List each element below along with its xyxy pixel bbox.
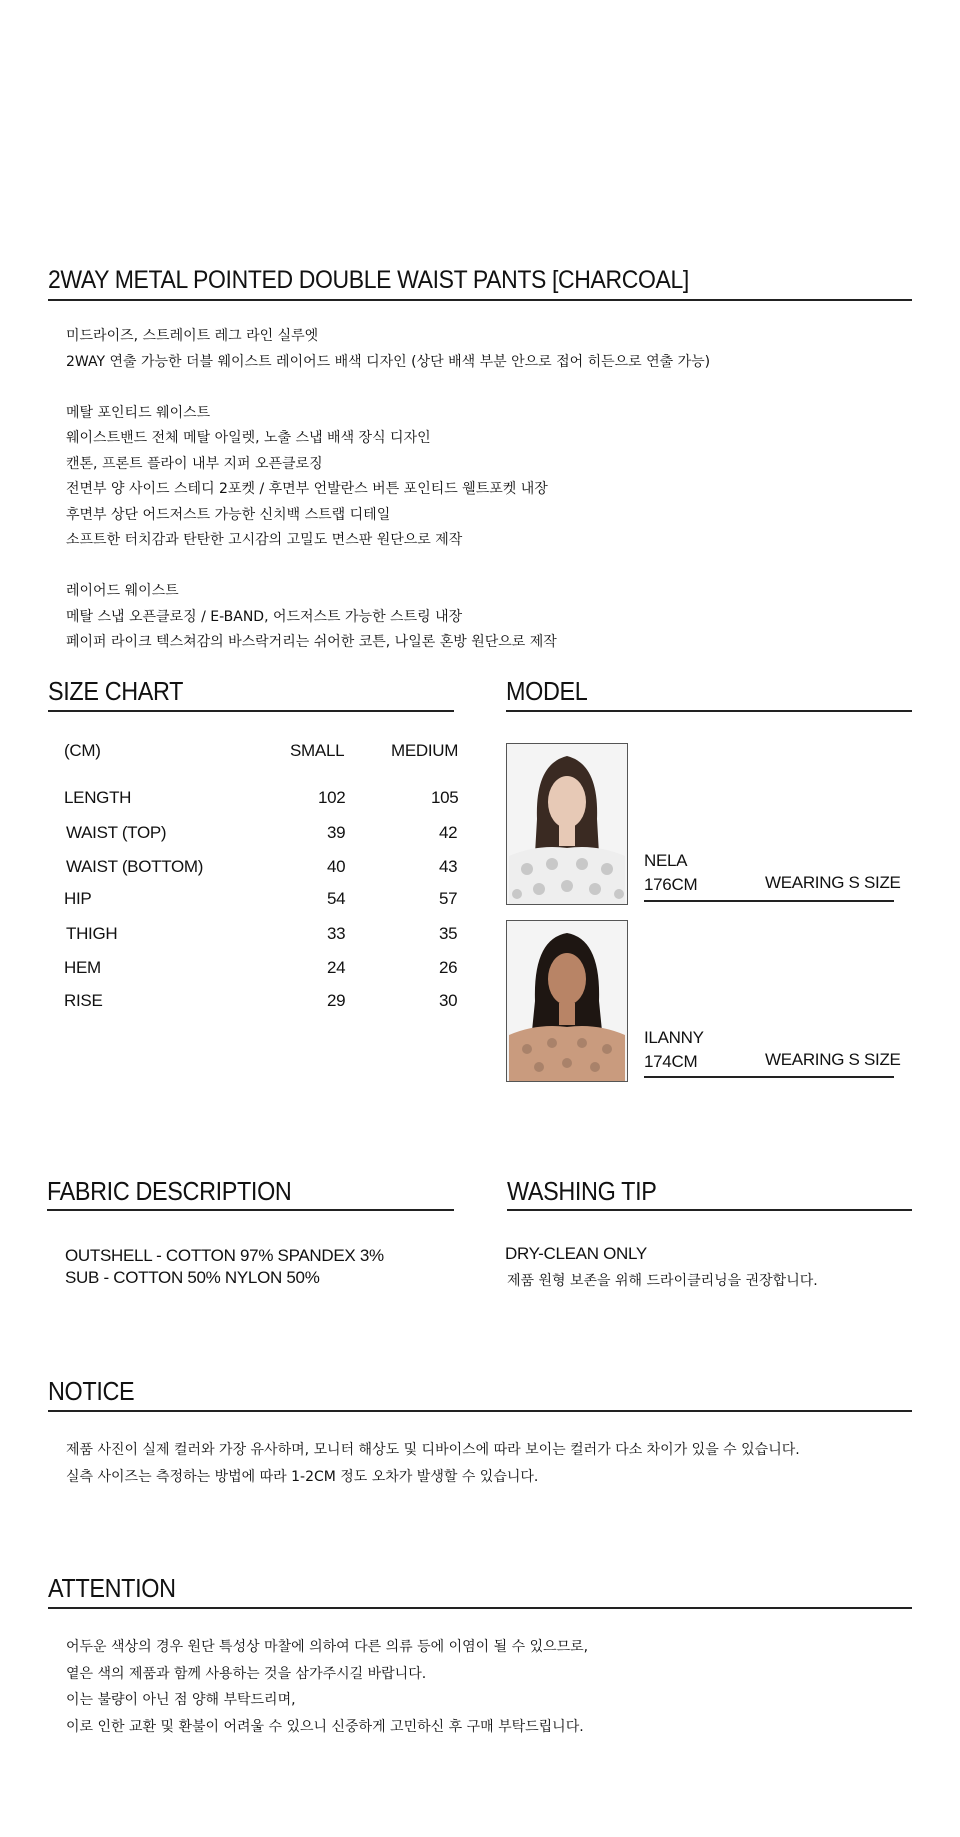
size-row: [64, 889, 474, 913]
attention-line: 이로 인한 교환 및 환불이 어려울 수 있으니 신중하게 고민하신 후 구매 부탁드립니다.: [66, 1718, 584, 1735]
size-row-small: 39: [327, 823, 346, 842]
attention-title: ATTENTION: [48, 1573, 176, 1603]
size-row-small: 24: [327, 958, 346, 977]
size-row: [64, 788, 474, 812]
size-row-small: 29: [327, 991, 346, 1010]
size-chart-header: [64, 741, 474, 765]
notice-line: 제품 사진이 실제 컬러와 가장 유사하며, 모니터 해상도 및 디바이스에 따라 보이는 컬러가 다소 차이가 있을 수 있습니다.: [66, 1442, 800, 1458]
size-chart-divider: [48, 710, 454, 712]
washing-divider: [507, 1209, 912, 1211]
description-line: 웨이스트밴드 전체 메탈 아일렛, 노출 스냅 배색 장식 디자인: [66, 430, 431, 446]
model-height: 174CM: [644, 1052, 698, 1071]
size-row-label: HIP: [64, 889, 92, 908]
unit-label: (CM): [64, 741, 101, 760]
size-chart-title: SIZE CHART: [48, 676, 184, 706]
fabric-divider: [47, 1209, 454, 1211]
model-divider: [506, 710, 912, 712]
size-row: [64, 823, 474, 847]
model-underline: [644, 900, 894, 902]
size-row-medium: 57: [439, 889, 458, 908]
size-row-medium: 35: [439, 924, 458, 943]
model-wearing-size: WEARING S SIZE: [765, 873, 901, 892]
notice-divider: [48, 1410, 912, 1412]
column-medium: MEDIUM: [391, 741, 459, 760]
model-height: 176CM: [644, 875, 698, 894]
model-portrait-icon: [507, 744, 627, 904]
size-row: [64, 857, 474, 881]
attention-divider: [48, 1607, 912, 1609]
size-row-small: 54: [327, 889, 346, 908]
size-row-label: WAIST (TOP): [66, 823, 167, 842]
title-divider: [48, 299, 912, 301]
size-row: [64, 924, 474, 948]
size-row-label: THIGH: [66, 924, 118, 943]
size-row-label: LENGTH: [64, 788, 132, 807]
description-line: 전면부 양 사이드 스테디 2포켓 / 후면부 언발란스 버튼 포인티드 웰트포켓 내장: [66, 481, 548, 497]
attention-line: 어두운 색상의 경우 원단 특성상 마찰에 의하여 다른 의류 등에 이염이 될 수 있으므로,: [66, 1639, 589, 1655]
size-row: [64, 958, 474, 982]
model-wearing-size: WEARING S SIZE: [765, 1050, 901, 1069]
washing-title: WASHING TIP: [507, 1176, 657, 1206]
description-line: 레이어드 웨이스트: [66, 583, 179, 599]
description-line: 메탈 스냅 오픈클로징 / E-BAND, 어드저스트 가능한 스트링 내장: [66, 608, 463, 625]
size-row-medium: 43: [439, 857, 458, 876]
washing-line-2: 제품 원형 보존을 위해 드라이클리닝을 권장합니다.: [507, 1273, 818, 1289]
fabric-composition: [65, 1245, 384, 1289]
description-line: 2WAY 연출 가능한 더블 웨이스트 레이어드 배색 디자인 (상단 배색 부분 안으로 접어 히든으로 연출 가능): [66, 353, 711, 370]
notice-text: [66, 1437, 800, 1491]
description-line: 캔톤, 프론트 플라이 내부 지퍼 오픈클로징: [66, 455, 323, 472]
attention-line: 옅은 색의 제품과 함께 사용하는 것을 삼가주시길 바랍니다.: [66, 1665, 427, 1682]
size-row-small: 102: [318, 788, 346, 807]
attention-text: [66, 1634, 588, 1740]
model-name: ILANNY: [644, 1028, 704, 1047]
description-line: 메탈 포인티드 웨이스트: [66, 404, 211, 421]
notice-title: NOTICE: [48, 1376, 135, 1406]
size-row: [64, 991, 474, 1015]
model-title: MODEL: [506, 676, 588, 706]
size-row-medium: 30: [439, 991, 458, 1010]
notice-line: 실측 사이즈는 측정하는 방법에 따라 1-2CM 정도 오차가 발생할 수 있습니다.: [66, 1469, 539, 1485]
fabric-line: OUTSHELL - COTTON 97% SPANDEX 3%: [65, 1246, 384, 1265]
product-title: 2WAY METAL POINTED DOUBLE WAIST PANTS [CHARCOAL]: [48, 266, 689, 294]
size-chart-table: [64, 741, 474, 1021]
size-row-medium: 105: [431, 788, 459, 807]
model-photo: [506, 743, 628, 905]
column-small: SMALL: [290, 741, 345, 760]
size-row-medium: 42: [439, 823, 458, 842]
size-row-label: WAIST (BOTTOM): [66, 857, 204, 876]
model-underline: [644, 1076, 894, 1078]
size-row-medium: 26: [439, 958, 458, 977]
description-line: 미드라이즈, 스트레이트 레그 라인 실루엣: [66, 328, 319, 344]
size-row-small: 40: [327, 857, 346, 876]
model-name: NELA: [644, 851, 688, 870]
size-row-label: RISE: [64, 991, 103, 1010]
description-line: 소프트한 터치감과 탄탄한 고시감의 고밀도 면스판 원단으로 제작: [66, 532, 463, 548]
washing-line-1: DRY-CLEAN ONLY: [505, 1244, 647, 1263]
fabric-line: SUB - COTTON 50% NYLON 50%: [65, 1268, 320, 1287]
product-description: [66, 324, 710, 656]
description-line: 후면부 상단 어드저스트 가능한 신치백 스트랩 디테일: [66, 506, 391, 523]
fabric-title: FABRIC DESCRIPTION: [47, 1176, 292, 1206]
size-row-small: 33: [327, 924, 346, 943]
size-row-label: HEM: [64, 958, 101, 977]
attention-line: 이는 불량이 아닌 점 양해 부탁드리며,: [66, 1692, 296, 1708]
model-portrait-icon: [507, 921, 627, 1081]
model-photo: [506, 920, 628, 1082]
description-line: 페이퍼 라이크 텍스쳐감의 바스락거리는 쉬어한 코튼, 나일론 혼방 원단으로 제작: [66, 634, 557, 650]
